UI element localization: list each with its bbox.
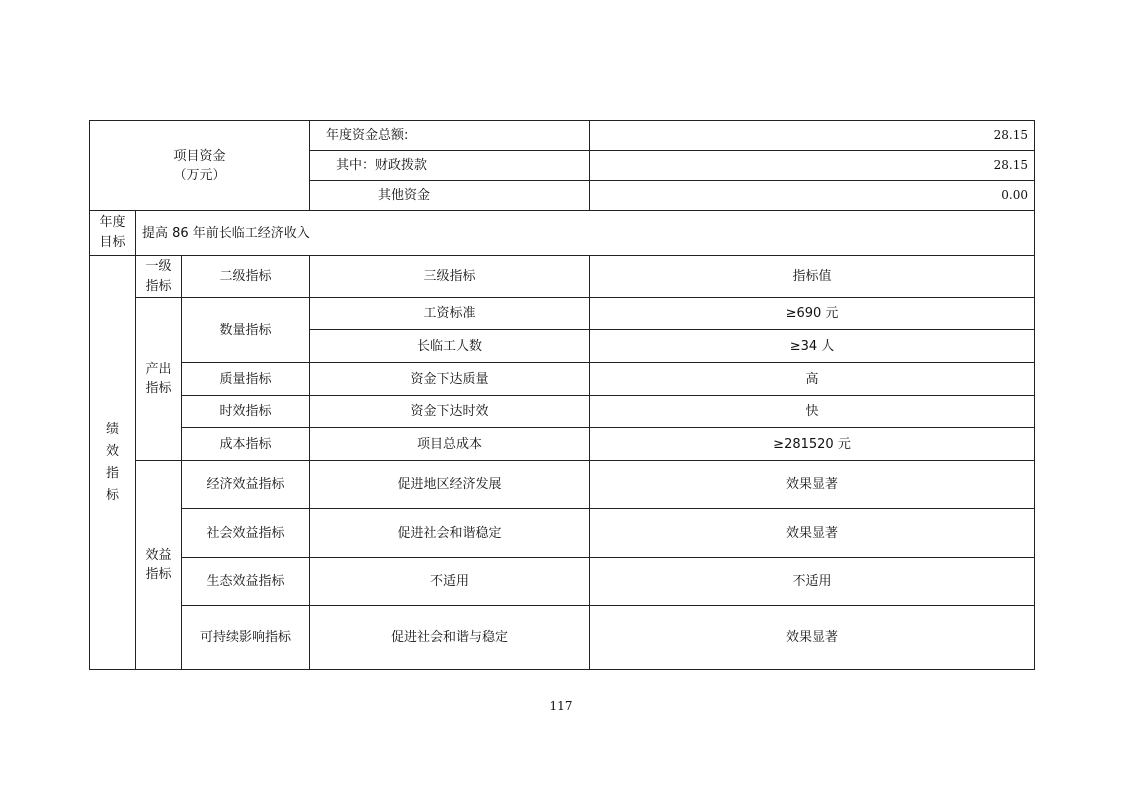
level3-cell: 促进地区经济发展 [310,461,590,509]
level2-cell: 生态效益指标 [182,558,310,606]
level3-cell: 不适用 [310,558,590,606]
value-cell: ≥281520 元 [590,428,1035,461]
table-row [90,461,1035,509]
annual-goal-label-line2: 目标 [99,235,126,250]
benefit-label-line1: 效益 [145,548,172,563]
fiscal-label: 其中：财政拨款 [310,151,590,181]
level2-cell: 质量指标 [182,363,310,396]
value-cell: 效果显著 [590,509,1035,558]
funds-label-line1: 项目资金 [173,148,226,164]
level2-cell: 可持续影响指标 [182,606,310,670]
level2-header: 二级指标 [182,256,310,298]
performance-header-row [90,256,1035,298]
value-cell: ≥34 人 [590,330,1035,363]
performance-label-char: 效 [105,443,119,459]
funds-total-row [90,121,1035,151]
annual-goal-row [90,211,1035,256]
level2-cell: 成本指标 [182,428,310,461]
performance-budget-table [89,120,1035,670]
performance-section-label [90,256,136,670]
annual-total-value: 28.15 [590,121,1035,151]
performance-label-char: 绩 [105,421,119,437]
level1-header-line2: 指标 [145,278,172,294]
level3-header: 三级指标 [310,256,590,298]
table-row [90,606,1035,670]
output-label-line1: 产出 [145,362,172,377]
annual-goal-label [90,211,136,256]
page-number: 117 [549,699,573,713]
level1-header [136,256,182,298]
fiscal-value: 28.15 [590,151,1035,181]
performance-label-char: 指 [105,465,119,481]
table-row [90,363,1035,396]
output-indicator-label [136,298,182,461]
level3-cell: 资金下达时效 [310,396,590,428]
annual-goal-text: 提高 86 年前长临工经济收入 [136,211,1035,256]
table-row [90,428,1035,461]
level2-cell: 社会效益指标 [182,509,310,558]
benefit-label-line2: 指标 [145,567,172,582]
value-cell: 不适用 [590,558,1035,606]
value-cell: 快 [590,396,1035,428]
value-cell: 高 [590,363,1035,396]
level2-cell: 时效指标 [182,396,310,428]
level1-header-line1: 一级 [145,258,172,274]
quantity-indicator-label: 数量指标 [182,298,310,363]
annual-total-label: 年度资金总额: [310,121,590,151]
value-header: 指标值 [590,256,1035,298]
performance-label-char: 标 [105,487,119,503]
level3-cell: 促进社会和谐与稳定 [310,606,590,670]
level3-cell: 长临工人数 [310,330,590,363]
other-funds-value: 0.00 [590,181,1035,211]
annual-goal-label-line1: 年度 [99,215,126,230]
level2-cell: 经济效益指标 [182,461,310,509]
value-cell: ≥690 元 [590,298,1035,330]
level3-cell: 工资标准 [310,298,590,330]
value-cell: 效果显著 [590,461,1035,509]
benefit-indicator-label [136,461,182,670]
level3-cell: 资金下达质量 [310,363,590,396]
other-funds-label: 其他资金 [310,181,590,211]
value-cell: 效果显著 [590,606,1035,670]
table-row [90,558,1035,606]
table-row [90,298,1035,330]
funds-label-line2: （万元） [173,167,226,183]
table-row [90,509,1035,558]
output-label-line2: 指标 [145,381,172,396]
level3-cell: 促进社会和谐稳定 [310,509,590,558]
funds-section-label [90,121,310,211]
table-row [90,396,1035,428]
level3-cell: 项目总成本 [310,428,590,461]
